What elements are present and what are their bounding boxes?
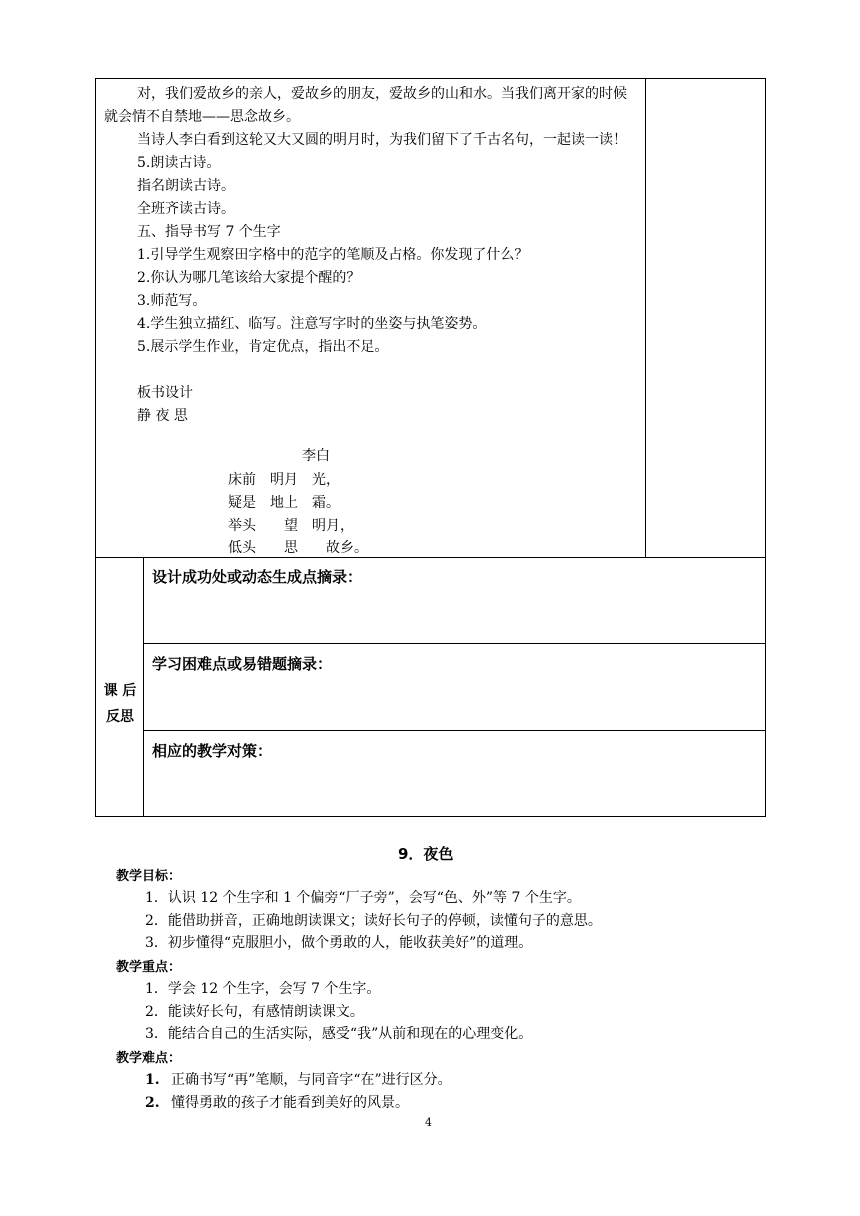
lesson-line: 5.朗读古诗。 bbox=[137, 155, 221, 171]
poem-author: 李白 bbox=[302, 448, 330, 464]
lesson-line: 全班齐读古诗。 bbox=[137, 201, 235, 217]
goal-item: 3．初步懂得“克服胆小，做个勇敢的人，能收获美好”的道理。 bbox=[145, 935, 533, 951]
difficulty-text: 懂得勇敢的孩子才能看到美好的风景。 bbox=[171, 1095, 409, 1111]
poem-line: 床前 明月 光， bbox=[228, 472, 340, 488]
lesson-title: 9．夜色 bbox=[398, 845, 454, 863]
lesson-line: 3.师范写。 bbox=[137, 293, 207, 309]
reflection-row-divider bbox=[143, 643, 766, 644]
goals-heading: 教学目标： bbox=[116, 869, 182, 884]
lesson-paragraph: 对，我们爱故乡的亲人，爱故乡的朋友，爱故乡的山和水。当我们离开家的时候就会情不自禁地——思念故乡。 bbox=[104, 86, 627, 125]
reflection-side-divider bbox=[143, 557, 144, 817]
difficulty-item bbox=[145, 1092, 409, 1112]
goal-item: 1．认识 12 个生字和 1 个偏旁“厂子旁”，会写“色、外”等 7 个生字。 bbox=[145, 890, 581, 906]
lesson-line: 1.引导学生观察田字格中的范字的笔顺及占格。你发现了什么？ bbox=[137, 247, 529, 263]
goal-item: 2．能借助拼音，正确地朗读课文；读好长句子的停顿，读懂句子的意思。 bbox=[145, 913, 602, 929]
lesson-line: 5.展示学生作业，肯定优点，指出不足。 bbox=[137, 339, 389, 355]
key-point-item: 2．能读好长句，有感情朗读课文。 bbox=[145, 1004, 364, 1020]
reflection-table bbox=[95, 557, 766, 817]
poem-line: 举头 望 明月， bbox=[228, 518, 354, 534]
lesson-line: 指名朗读古诗。 bbox=[137, 178, 235, 194]
table-column-divider bbox=[645, 78, 646, 558]
reflection-label: 课 后 反思 bbox=[103, 683, 137, 725]
poem-line: 疑是 地上 霜。 bbox=[228, 495, 340, 511]
reflection-strategy-heading: 相应的教学对策： bbox=[152, 742, 273, 760]
key-point-item: 3．能结合自己的生活实际，感受“我”从前和现在的心理变化。 bbox=[145, 1026, 533, 1042]
difficulty-heading: 教学难点： bbox=[116, 1051, 182, 1066]
key-points-heading: 教学重点： bbox=[116, 960, 182, 975]
poem-line: 低头 思 故乡。 bbox=[228, 540, 368, 556]
lesson-line: 4.学生独立描红、临写。注意写字时的坐姿与执笔姿势。 bbox=[137, 316, 487, 332]
difficulty-text: 正确书写“再”笔顺，与同音字“在”进行区分。 bbox=[171, 1072, 452, 1088]
lesson-line: 2.你认为哪几笔该给大家提个醒的？ bbox=[137, 270, 361, 286]
page-number: 4 bbox=[425, 1116, 432, 1129]
reflection-success-heading: 设计成功处或动态生成点摘录： bbox=[152, 568, 363, 586]
difficulty-number: 1. bbox=[145, 1072, 160, 1088]
key-point-item: 1．学会 12 个生字，会写 7 个生字。 bbox=[145, 981, 381, 997]
board-design-title: 板书设计 bbox=[137, 385, 193, 401]
lesson-paragraph: 当诗人李白看到这轮又大又圆的明月时，为我们留下了千古名句，一起读一读！ bbox=[137, 132, 627, 148]
difficulty-number: 2. bbox=[145, 1095, 160, 1111]
lesson-content bbox=[104, 83, 640, 428]
lesson-line: 五、指导书写 7 个生字 bbox=[137, 224, 281, 240]
reflection-difficulty-heading: 学习困难点或易错题摘录： bbox=[152, 655, 333, 673]
poem-title: 静 夜 思 bbox=[137, 408, 188, 424]
reflection-row-divider bbox=[143, 730, 766, 731]
difficulty-item bbox=[145, 1069, 452, 1089]
